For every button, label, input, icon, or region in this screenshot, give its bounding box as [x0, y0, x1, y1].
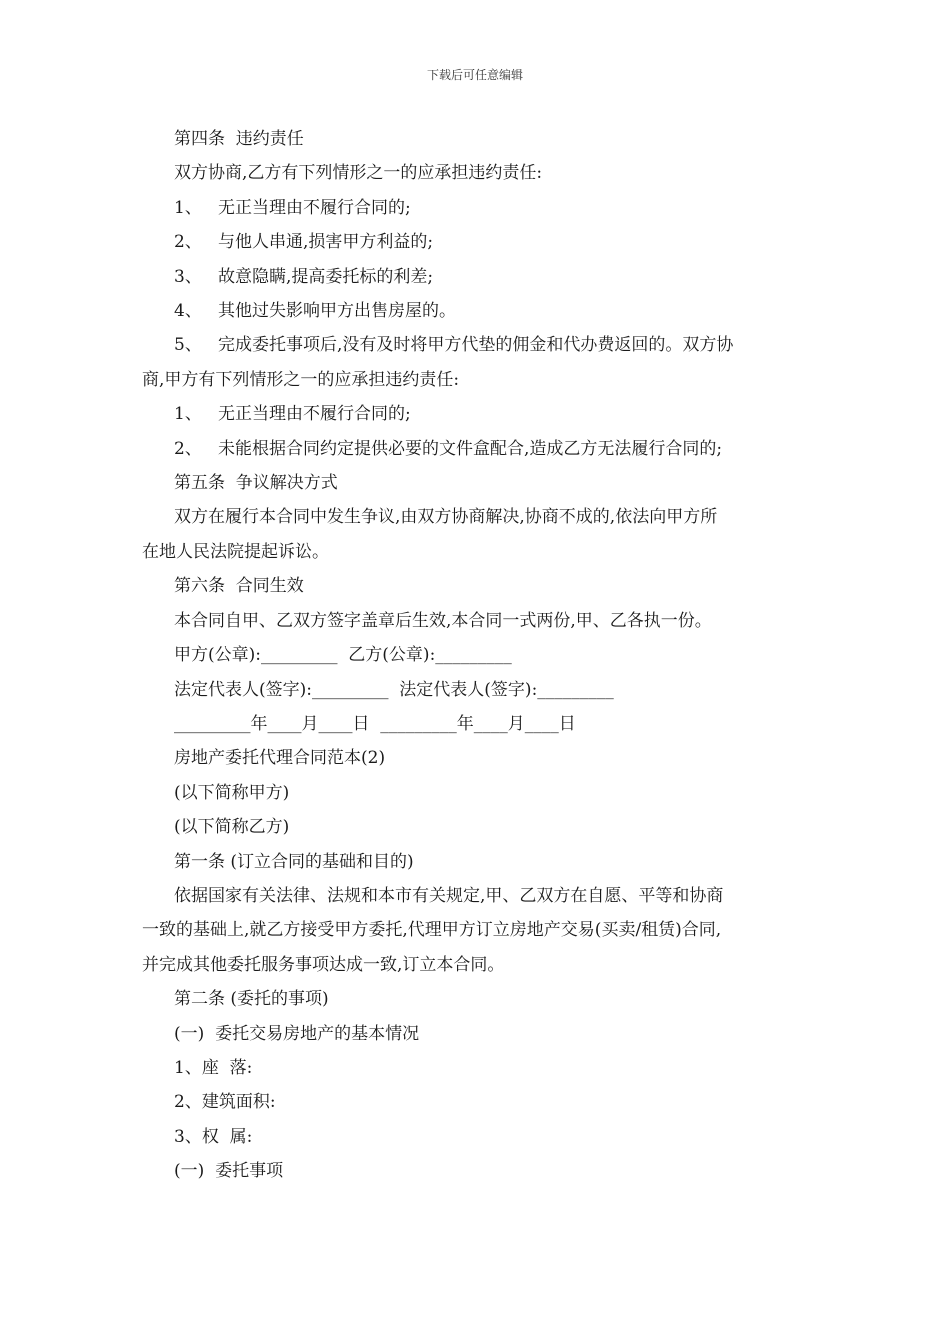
signature-line: 法定代表人(签字):_________ 法定代表人(签字):_________ [174, 679, 614, 700]
list-item: 1、 无正当理由不履行合同的; [174, 404, 411, 425]
paragraph: 本合同自甲、乙双方签字盖章后生效,本合同一式两份,甲、乙各执一份。 [174, 610, 712, 631]
page-header-note: 下载后可任意编辑 [426, 68, 523, 82]
party-b-line: (以下简称乙方) [174, 817, 290, 838]
paragraph: 依据国家有关法律、法规和本市有关规定,甲、乙双方在自愿、平等和协商 [174, 885, 724, 906]
list-item: 1、座 落: [174, 1057, 253, 1078]
article-2-heading: 第二条 (委托的事项) [174, 989, 329, 1010]
list-item: 5、 完成委托事项后,没有及时将甲方代垫的佣金和代办费返回的。双方协 [174, 335, 734, 356]
list-item: 3、 故意隐瞒,提高委托标的利差; [174, 266, 434, 287]
paragraph-continuation: 商,甲方有下列情形之一的应承担违约责任: [142, 369, 460, 390]
contract-title: 房地产委托代理合同范本(2) [174, 748, 386, 769]
paragraph-continuation: 并完成其他委托服务事项达成一致,订立本合同。 [142, 954, 505, 975]
list-item: 1、 无正当理由不履行合同的; [174, 197, 411, 218]
section-heading: (一) 委托事项 [174, 1161, 284, 1182]
list-item: 2、 与他人串通,损害甲方利益的; [174, 232, 434, 253]
paragraph: 双方在履行本合同中发生争议,由双方协商解决,协商不成的,依法向甲方所 [174, 507, 718, 528]
party-a-line: (以下简称甲方) [174, 782, 290, 803]
document-body [142, 122, 814, 1189]
seal-line: 甲方(公章):_________ 乙方(公章):_________ [174, 645, 512, 666]
article-6-heading: 第六条 合同生效 [174, 576, 304, 597]
date-line: _________年____月____日 _________年____月____日 [174, 713, 576, 734]
article-5-heading: 第五条 争议解决方式 [174, 473, 338, 494]
list-item: 2、建筑面积: [174, 1092, 276, 1113]
list-item: 4、 其他过失影响甲方出售房屋的。 [174, 301, 457, 322]
paragraph-continuation: 一致的基础上,就乙方接受甲方委托,代理甲方订立房地产交易(买卖/租赁)合同, [142, 920, 722, 941]
list-item: 3、权 属: [174, 1126, 253, 1147]
article-4-heading: 第四条 违约责任 [174, 129, 304, 149]
paragraph-continuation: 在地人民法院提起诉讼。 [142, 541, 329, 562]
paragraph: 双方协商,乙方有下列情形之一的应承担违约责任: [174, 163, 543, 184]
article-1-heading: 第一条 (订立合同的基础和目的) [174, 851, 414, 872]
list-item: 2、 未能根据合同约定提供必要的文件盒配合,造成乙方无法履行合同的; [174, 438, 723, 459]
section-heading: (一) 委托交易房地产的基本情况 [174, 1023, 420, 1044]
